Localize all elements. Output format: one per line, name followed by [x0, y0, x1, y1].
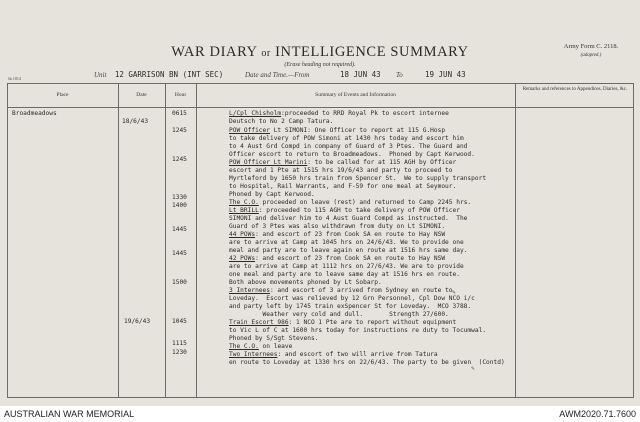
- date-to-value: 19 JUN 43: [425, 70, 466, 79]
- entry-heading: Two Internees: [229, 351, 278, 358]
- entry-text: proceeded on leave (rest) and returned to Camp 2245 hrs.: [258, 199, 472, 206]
- entry-heading: 42 POWs: [229, 255, 256, 262]
- entry-text: Loveday. Escort was relieved by 12 Grn Personnel, Cpl Dow NCO i/c: [229, 295, 475, 302]
- entry-heading: 44 POWs: [229, 231, 256, 238]
- hour-entry: 1400: [172, 202, 187, 209]
- entry-heading: POW Officer Lt Marini: [229, 159, 308, 166]
- unit-label: Unit: [94, 71, 107, 79]
- form-number: Army Form C. 2118.: [563, 43, 619, 50]
- entry-text: are to arrive at Camp at 1045 hrs on 24/6/43. We to provide one: [229, 239, 464, 246]
- hour-entry: 1245: [172, 127, 187, 134]
- entry-text: : and escort of 3 arrived from Sydney en route to: [269, 287, 453, 294]
- col-hour: Hour: [174, 92, 187, 98]
- entry-heading: The C.O.: [229, 199, 259, 206]
- entry-text: en route to Loveday at 1330 hrs on 22/6/43. The party to be given (Contd): [229, 359, 505, 366]
- title-intelligence-summary: INTELLIGENCE SUMMARY: [275, 44, 469, 60]
- hour-entry: 1045: [172, 318, 187, 325]
- entry-text: : to be called for at 115 AGH by Officer: [307, 159, 457, 166]
- hour-entry: 1500: [172, 279, 187, 286]
- form-adapted: (adapted.): [580, 53, 602, 58]
- entry-text: are to arrive at Camp at 1112 hrs on 27/6/43. We are to provide: [229, 263, 464, 270]
- entry-text: escort and 1 Pte at 1515 hrs 19/6/43 and party to proceed to: [229, 167, 453, 174]
- col-date: Date: [136, 92, 147, 98]
- summary-line: [229, 358, 505, 367]
- entry-text: :proceeded to RRD Royal Pk to escort internee: [281, 110, 449, 117]
- unit-field: [94, 70, 223, 82]
- initials-mark: ✎: [471, 365, 475, 372]
- summary-line: [229, 117, 333, 126]
- date-entry: 18/6/43: [122, 118, 149, 125]
- entry-text: Both above movements phoned by Lt Sobarp.: [229, 279, 382, 286]
- entry-heading: 3 Internees: [229, 287, 270, 294]
- date-to-value-wrap: [425, 70, 466, 82]
- date-from-value: 18 JUN 43: [340, 70, 381, 79]
- entry-text: Lt SIMONI: One Officer to report at 115 G.Hosp: [269, 127, 446, 134]
- entry-text: to 4 Aust Grd Compd in company of Guard of 3 Ptes. The Guard and: [229, 143, 468, 150]
- to-label: To: [396, 71, 403, 79]
- entry-heading: POW Officer: [229, 127, 270, 134]
- entry-heading: L/Cpl Chisholm: [229, 110, 282, 117]
- column-divider: [118, 84, 119, 397]
- date-from-value-wrap: [340, 70, 381, 82]
- hour-entry: 1445: [172, 226, 187, 233]
- date-label: Date and Time.—From: [245, 71, 310, 79]
- footer-archive: AUSTRALIAN WAR MEMORIAL: [4, 409, 135, 419]
- col-place: Place: [56, 92, 69, 98]
- header-divider: [7, 107, 634, 108]
- place-entry: Broadmeadows: [12, 110, 57, 117]
- unit-value: 12 GARRISON BN (INT SEC): [114, 70, 224, 79]
- entry-text: Phoned by Capt Kerwood.: [229, 191, 315, 198]
- col-summary: Summary of Events and Information: [315, 92, 396, 98]
- entry-text: Officer escort to return to Broadmeadows. Phoned by Capt Kerwood.: [229, 151, 475, 158]
- entry-text: meal and party are to leave again en route at 1516 hrs same day.: [229, 247, 468, 254]
- entry-text: to Vic L of C at 1600 hrs today for instructions re duty to Tocumwal.: [229, 327, 487, 334]
- entry-heading: Lt BRILL: [229, 207, 259, 214]
- footer-accession: AWM2020.71.7600: [559, 409, 636, 419]
- entry-heading: Train Escort 986: [229, 319, 289, 326]
- hour-entry: 1445: [172, 250, 187, 257]
- entry-text: : and escort of 23 from Cook SA en route to Hay NSW: [255, 255, 446, 262]
- page-title: [0, 44, 640, 61]
- hour-entry: 1230: [172, 349, 187, 356]
- entry-text: one meal and party are to leave same day at 1516 hrs en route.: [229, 271, 460, 278]
- entry-text: Phoned by S/Sgt Stevens.: [229, 335, 319, 342]
- date-to-field: [396, 70, 403, 82]
- date-from-field: [245, 70, 310, 82]
- hour-entry: 0615: [172, 110, 187, 117]
- entry-heading: The C.O.: [229, 343, 259, 350]
- page-subtitle: (Erase heading not required).: [284, 62, 356, 68]
- title-war-diary: WAR DIARY: [171, 44, 258, 60]
- entry-text: on leave: [258, 343, 293, 350]
- initials-mark: ✎: [452, 289, 456, 296]
- entry-text: : 1 NCO 1 Pte are to report without equipment: [288, 319, 457, 326]
- date-entry: 19/6/43: [124, 318, 151, 325]
- form-serial: № 1014: [8, 76, 21, 81]
- hour-entry: 1115: [172, 340, 187, 347]
- entry-text: Weather very cold and dull. Strength 27/600.: [229, 311, 449, 318]
- hour-entry: 1245: [172, 156, 187, 163]
- entry-text: and party left by 1745 train exSpencer St for Loveday. MCO 3788.: [229, 303, 472, 310]
- column-divider: [165, 84, 166, 397]
- entry-text: : and escort of two will arrive from Tatura: [277, 351, 438, 358]
- entry-text: Guard of 3 Ptes was also withdrawn from duty on Lt SIMONI.: [229, 223, 446, 230]
- hour-entry: 1330: [172, 194, 187, 201]
- entry-text: to take delivery of POW Simoni at 1430 hrs today and escort him: [229, 135, 464, 142]
- column-divider: [196, 84, 197, 397]
- entry-text: : proceeded to 115 AGH to take delivery of POW Officer: [258, 207, 460, 214]
- entry-text: SIMONI and deliver him to 4 Aust Guard Compd as instructed. The: [229, 215, 468, 222]
- entry-text: : and escort of 23 from Cook SA en route to Hay NSW: [255, 231, 446, 238]
- column-divider: [515, 84, 516, 397]
- col-remarks: Remarks and references to Appendices, Diaries, &c.: [522, 87, 628, 92]
- title-or: or: [261, 48, 271, 59]
- entry-text: Myrtleford by 1650 hrs train from Spencer St. We to supply transport: [229, 175, 487, 182]
- entry-text: to Hospital, Rail Warrants, and F-59 for one meal at Seymour.: [229, 183, 457, 190]
- entry-text: Deutsch to No 2 Camp Tatura.: [229, 118, 334, 125]
- form-reference: [551, 42, 631, 60]
